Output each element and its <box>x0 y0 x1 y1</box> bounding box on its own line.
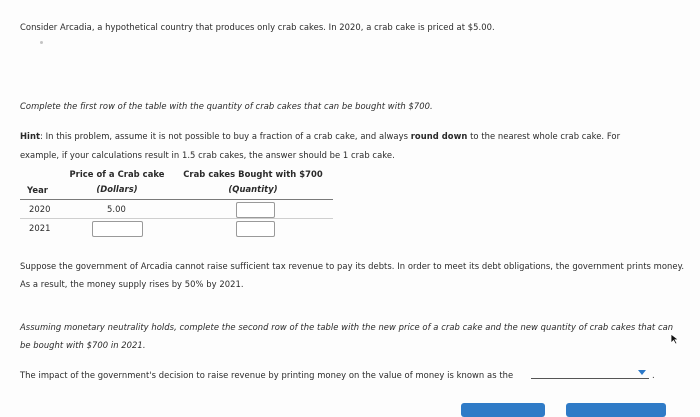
col-header-price-line2: (Dollars) <box>96 184 138 194</box>
hint-text-a: : In this problem, assume it is not possible to buy a fraction of a crab cake, and always <box>40 131 411 141</box>
hint-paragraph <box>20 127 655 165</box>
hint-label: Hint <box>20 131 41 141</box>
intro-text: Consider Arcadia, a hypothetical country that produces only crab cakes. In 2020, a crab cake is priced at $5.00. <box>20 22 495 32</box>
col-header-year: Year <box>27 185 48 195</box>
price-2021-input[interactable] <box>92 221 143 237</box>
row-2020-year: 2020 <box>29 204 51 214</box>
row-2020-price: 5.00 <box>107 204 126 214</box>
quantity-2021-input[interactable] <box>236 221 275 237</box>
hint-bold: round down <box>410 131 468 141</box>
table-row-divider <box>20 218 333 219</box>
decorative-dot <box>40 41 43 44</box>
col-header-quantity-line1: Crab cakes Bought with $700 <box>183 169 323 179</box>
col-header-price-line1: Price of a Crab cake <box>69 169 165 179</box>
action-button-left[interactable] <box>461 403 545 417</box>
impact-dropdown[interactable] <box>531 367 649 379</box>
col-header-quantity-line2: (Quantity) <box>228 184 278 194</box>
impact-period: . <box>652 370 655 380</box>
impact-sentence: The impact of the government's decision to raise revenue by printing money on the value of money is known as the <box>20 370 514 380</box>
hint-text-b: to the nearest whole crab cake. For example, if your calculations result in 1.5 crab cakes, the answer should be 1 crab cake. <box>20 131 621 160</box>
instruction-row1: Complete the first row of the table with the quantity of crab cakes that can be bought with $700. <box>20 101 433 111</box>
money-supply-paragraph: Suppose the government of Arcadia cannot raise sufficient tax revenue to pay its debts. In order to meet its debt obligations, the government prints money. As a result, the money supply rises by 50% by 2021. <box>20 261 685 289</box>
mouse-cursor-icon <box>670 333 680 345</box>
col-header-quantity <box>178 167 328 197</box>
instruction-row2: Assuming monetary neutrality holds, complete the second row of the table with the new price of a crab cake and the new quantity of crab cakes that can be bought with $700 in 2021. <box>20 322 674 350</box>
row-2021-year: 2021 <box>29 223 51 233</box>
chevron-down-icon <box>638 370 646 375</box>
quantity-2020-input[interactable] <box>236 202 275 218</box>
col-header-price <box>64 167 170 197</box>
action-button-right[interactable] <box>566 403 666 417</box>
table-header-rule <box>20 199 333 200</box>
